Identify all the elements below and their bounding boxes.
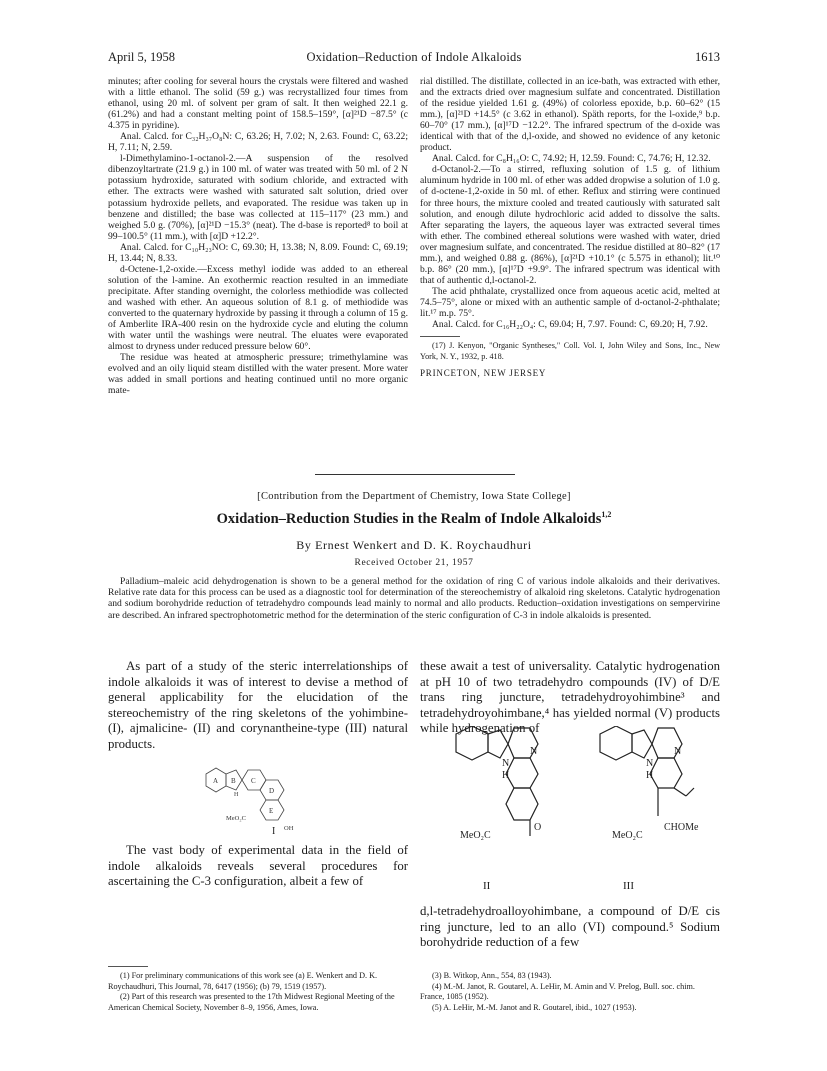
n-label-III: N — [674, 746, 682, 757]
paragraph: The residue was heated at atmospheric pressure; trimethylamine was evolved and an oily liquid steam distilled with the water present. More water was added in small portions and heating continued until no more organic mate- — [108, 352, 408, 397]
paragraph: these await a test of universality. Catalytic hydrogenation at pH 10 of two tetradehydro compounds (IV) of D/E trans ring juncture, tetradehydroyohimbine³ and tetradehydroyohimbane,⁴ has yielded normal (V) products while hydrogenation of — [420, 659, 720, 736]
ring-label-C: C — [251, 777, 256, 785]
h-label-II: H — [502, 770, 510, 781]
compound-label-I: I — [272, 826, 276, 837]
body-left-part-1 — [108, 659, 408, 753]
compound-label-III: III — [623, 880, 634, 892]
footnote-rule — [108, 966, 148, 967]
footnote: (4) M.-M. Janot, R. Goutarel, A. LeHir, M. Amin and V. Prelog, Bull. soc. chim. France, 1085 (1952). — [420, 981, 695, 1001]
article-title — [108, 510, 720, 528]
received-date: Received October 21, 1957 — [354, 558, 474, 568]
footnote: (5) A. LeHir, M.-M. Janot and R. Goutarel, ibid., 1027 (1953). — [432, 1002, 637, 1012]
footnote: (1) For preliminary communications of this work see (a) E. Wenkert and D. K. Roychaudhuri, This Journal, 78, 6417 (1956); (b) 79, 1519 (1957). — [108, 971, 378, 991]
paragraph: d-Octanol-2.—To a stirred, refluxing solution of 1.5 g. of lithium aluminum hydride in 100 ml. of ether was added dropwise a solution of 1.0 g. of d-octene-1,2-oxide in 50 ml. of ether. Reflux and stirring were continued for three hours, the mixture cooled and treated cautiously with saturated salt solution, and enough dilute hydrochloric acid added to dissolve the salts. After separating the layers, the aqueous layer was extracted several times with ether. The combined ethereal solutions were washed with water, dried over magnesium sulfate, and concentrated. The residue distilled at 80–82° (17 mm.), and weighed 0.88 g. (86%), [α]²¹D +10.1° (c 5.575 in ethanol); lit.¹⁰ b.p. 86° (20 mm.), [α]¹⁷D +9.9°. The infrared spectrum was identical with that of authentic d,l-octanol-2. — [420, 164, 720, 286]
n-label-II: N — [530, 746, 538, 757]
footnote: (3) B. Witkop, Ann., 554, 83 (1943). — [432, 971, 552, 980]
top-right-column — [420, 76, 720, 379]
paragraph: d-Octene-1,2-oxide.—Excess methyl iodide was added to an ethereal solution of the l-amine. An exothermic reaction resulted in an immediate precipitate. After standing overnight, the colorless methiodide was collected and washed with ether. An aqueous solution of 8.1 g. of methiodide was converted to the quaternary hydroxide by passing it through a column of 15 g. of Amberlite IRA-400 resin on the hydroxide cycle and eluting the column with water until the washings were neutral. The eluates were evaporated almost to dryness under reduced pressure below 60°. — [108, 263, 408, 353]
ring-label-E: E — [269, 807, 274, 815]
body-left-part-2 — [108, 843, 408, 890]
ring-label-B: B — [231, 777, 236, 785]
footnote-rule — [420, 336, 460, 337]
header-page-number: 1613 — [695, 50, 720, 64]
nh-label-III: N — [646, 758, 654, 769]
ring-label-A: A — [213, 777, 219, 785]
paragraph: d,l-tetradehydroalloyohimbane, a compound of D/E cis ring juncture, led to an allo (VI) compound.⁵ Sodium borohydride reduction of a few — [420, 904, 720, 950]
header-date: April 5, 1958 — [108, 50, 176, 64]
title-text: Oxidation–Reduction Studies in the Realm of Indole Alkaloids — [216, 510, 602, 527]
paragraph: Anal. Calcd. for C₁₆H₂₂O₄: C, 69.04; H, 7.97. Found: C, 69.20; H, 7.92. — [432, 319, 708, 331]
hydroxyl-label: OH — [284, 825, 294, 832]
affiliation: PRINCETON, NEW JERSEY — [420, 368, 547, 379]
nh-label: H — [234, 792, 239, 798]
ester-label-II: MeO₂C — [460, 830, 491, 841]
footnotes-right — [420, 966, 720, 1013]
paragraph: rial distilled. The distillate, collected in an ice-bath, was extracted with ether, and the extracts dried over magnesium sulfate and concentrated. Distillation of the residue yielded 1.61 g. (49%) of colorless epoxide, b.p. 60–62° (15 mm.), [α]²¹D +14.5° (c 3.62 in ethanol). Späth reports, for the l-oxide,⁹ b.p. 60–70° (17 mm.), [α]¹⁷D −12.2°. The infrared spectrum of the d-oxide was identical with that of the d,l-oxide, and showed no evidence of any ketonic product. — [420, 76, 720, 154]
abstract — [108, 576, 720, 621]
paragraph: l-Dimethylamino-1-octanol-2.—A suspension of the resolved dibenzoyltartrate (21.9 g.) in 100 ml. of water was treated with 50 ml. of 2 N potassium hydroxide, saturated with sodium chloride, and extracted with ether. The extracts were washed with saturated salt solution, dried over potassium hydroxide pellets, and evaporated. The residue was taken up in benzene and distilled; the base was collected at 115–117° (23 mm.) and weighed 5.0 g. (70%), [α]²¹D −15.3° (neat). The d-base is reported⁸ to boil at 99–100.5° (11 mm.), with [α]D +12.2°. — [108, 153, 408, 242]
title-superscript: 1,2 — [601, 510, 612, 519]
o-label-II: O — [534, 822, 542, 833]
reference: (17) J. Kenyon, "Organic Syntheses," Coll. Vol. I, John Wiley and Sons, Inc., New York, N. Y., 1932, p. 418. — [420, 341, 720, 361]
contribution-line: [Contribution from the Department of Chemistry, Iowa State College] — [257, 491, 571, 502]
paragraph: minutes; after cooling for several hours the crystals were filtered and washed with a little ethanol. The solid (59 g.) was recrystallized four times from ethanol, using 20 ml. of solvent per gram of salt. It then weighed 22.1 g. (61.2%) and had a constant melting point of 158.5–159°, [α]²¹D −87.5° (c 4.375 in pyridine). — [108, 76, 408, 132]
paragraph: Anal. Calcd. for C₃₂H₃₇O₈N: C, 63.26; H, 7.02; N, 2.63. Found: C, 63.22; H, 7.11; N, 2.59. — [108, 131, 408, 154]
nh-label-II: N — [502, 758, 510, 769]
footnote: (2) Part of this research was presented to the 17th Midwest Regional Meeting of the American Chemical Society, November 8–9, 1956, Ames, Iowa. — [108, 992, 395, 1012]
paragraph: As part of a study of the steric interrelationships of indole alkaloids it was of interest to devise a method of general applicability for the elucidation of the stereochemistry of the ring skeletons of the yohimbine- (I), ajmalicine- (II) and corynantheine-type (III) natural products. — [108, 659, 408, 751]
ring-label-D: D — [269, 787, 275, 795]
ester-label-III: MeO₂C — [612, 830, 643, 841]
compound-label-II: II — [483, 880, 491, 892]
header-running-title: Oxidation–Reduction of Indole Alkaloids — [306, 50, 522, 64]
enol-label-III: CHOMe — [664, 822, 699, 833]
footnotes-left — [108, 966, 408, 1013]
paragraph: Anal. Calcd. for C₈H₁₆O: C, 74.92; H, 12.59. Found: C, 74.76; H, 12.32. — [432, 153, 711, 165]
structures-II-III-diagram — [450, 726, 710, 886]
ester-label: MeO₂C — [226, 815, 246, 822]
section-rule — [315, 474, 515, 475]
paragraph: The vast body of experimental data in the field of indole alkaloids reveals several procedures for ascertaining the C-3 configuration, albeit a few of — [108, 843, 408, 889]
abstract-text: Palladium–maleic acid dehydrogenation is shown to be a general method for the oxidation of ring C of various indole alkaloids and their derivatives. Relative rate data for this process can be used as a diagnostic tool for determination of the stereochemistry of alkaloid ring skeletons. Catalytic hydrogenation and sodium borohydride reduction of tetradehydro compounds lead mainly to normal and allo products. Reduction–oxidation investigations on sempervirine are described. An infrared spectrophotometric method for the determination of the steric configuration of C-3 in indole alkaloids is presented. — [108, 576, 720, 621]
paragraph: Anal. Calcd. for C₁₀H₂₃NO: C, 69.30; H, 13.38; N, 8.09. Found: C, 69.19; H, 13.44; N, 8.33. — [108, 241, 408, 264]
top-left-column — [108, 76, 408, 396]
paragraph: The acid phthalate, crystallized once from aqueous acetic acid, melted at 74.5–75°, alone or mixed with an authentic sample of d-octanol-2-phthalate; lit.¹⁷ m.p. 75°. — [420, 285, 720, 319]
body-right-part-2 — [420, 904, 720, 951]
h-label-III: H — [646, 770, 654, 781]
structure-I-diagram — [196, 752, 326, 834]
authors: By Ernest Wenkert and D. K. Roychaudhuri — [296, 538, 532, 552]
